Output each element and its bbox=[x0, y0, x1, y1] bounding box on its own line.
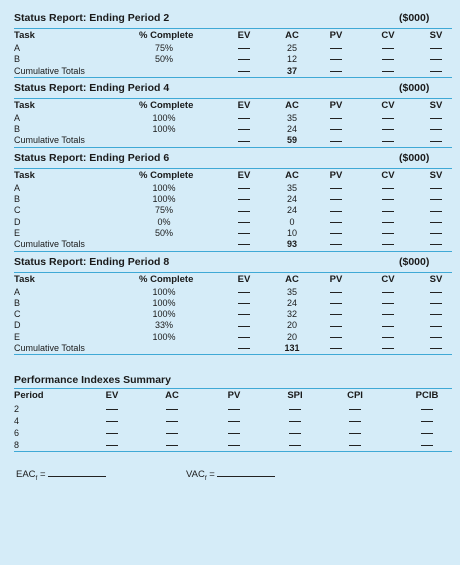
totals-row bbox=[14, 66, 452, 77]
pct-complete: 100% bbox=[152, 182, 176, 193]
header-ev: EV bbox=[105, 390, 119, 402]
totals-row bbox=[14, 239, 452, 250]
period-value: 6 bbox=[14, 428, 20, 439]
header-pct-complete: % Complete bbox=[139, 99, 194, 111]
task-name: E bbox=[14, 331, 21, 342]
table-row bbox=[14, 43, 452, 54]
ev-blank[interactable] bbox=[232, 287, 256, 298]
pv-blank[interactable] bbox=[324, 135, 348, 146]
spi-blank[interactable] bbox=[282, 403, 308, 415]
ev-blank[interactable] bbox=[100, 403, 124, 415]
report-header bbox=[14, 78, 452, 98]
ac-value: 0 bbox=[289, 216, 295, 227]
sv-blank[interactable] bbox=[424, 332, 448, 343]
header-sv: SV bbox=[429, 30, 443, 41]
eac-answer-blank[interactable] bbox=[48, 468, 106, 477]
report-header bbox=[14, 8, 452, 28]
sv-blank[interactable] bbox=[424, 239, 448, 250]
ev-blank[interactable] bbox=[232, 228, 256, 239]
ac-value: 24 bbox=[286, 194, 297, 205]
header-pv: PV bbox=[227, 390, 241, 402]
column-headers bbox=[14, 29, 452, 43]
ac-value: 24 bbox=[286, 297, 297, 308]
vac-label: VAC bbox=[186, 469, 205, 481]
ev-blank[interactable] bbox=[100, 427, 124, 439]
pv-blank[interactable] bbox=[324, 320, 348, 331]
pct-complete: 100% bbox=[152, 194, 176, 205]
cv-blank[interactable] bbox=[376, 66, 400, 77]
ev-blank[interactable] bbox=[232, 124, 256, 135]
ev-blank[interactable] bbox=[232, 298, 256, 309]
task-name: A bbox=[14, 182, 21, 193]
cv-blank[interactable] bbox=[376, 54, 400, 65]
pv-blank[interactable] bbox=[222, 415, 246, 427]
vac-subscript: f bbox=[204, 475, 207, 483]
eac-subscript: f bbox=[35, 475, 38, 483]
cv-blank[interactable] bbox=[376, 298, 400, 309]
ac-value: 24 bbox=[286, 205, 297, 216]
sv-blank[interactable] bbox=[424, 205, 448, 216]
pct-complete: 50% bbox=[154, 227, 173, 238]
pct-complete: 100% bbox=[152, 297, 176, 308]
table-row bbox=[14, 113, 452, 124]
sv-blank[interactable] bbox=[424, 298, 448, 309]
header-ac: AC bbox=[285, 273, 299, 285]
sv-blank[interactable] bbox=[424, 194, 448, 205]
ac-total: 37 bbox=[286, 65, 297, 76]
task-name: C bbox=[14, 205, 21, 216]
cv-blank[interactable] bbox=[376, 287, 400, 298]
divider bbox=[14, 354, 452, 355]
pct-complete: 33% bbox=[154, 320, 173, 331]
ac-value: 20 bbox=[286, 331, 297, 342]
sv-blank[interactable] bbox=[424, 124, 448, 135]
ev-blank[interactable] bbox=[232, 43, 256, 54]
cv-blank[interactable] bbox=[376, 113, 400, 124]
report-title: Status Report: Ending Period 2 bbox=[14, 12, 170, 24]
pv-blank[interactable] bbox=[324, 54, 348, 65]
pv-blank[interactable] bbox=[324, 309, 348, 320]
pv-blank[interactable] bbox=[324, 124, 348, 135]
ac-value: 32 bbox=[286, 309, 297, 320]
header-pv: PV bbox=[329, 30, 343, 41]
report-title: Status Report: Ending Period 8 bbox=[14, 255, 170, 268]
header-pct-complete: % Complete bbox=[139, 169, 194, 181]
column-headers bbox=[14, 169, 452, 183]
cv-blank[interactable] bbox=[376, 343, 400, 354]
task-name: A bbox=[14, 43, 21, 53]
ac-value: 35 bbox=[286, 182, 297, 193]
cv-blank[interactable] bbox=[376, 309, 400, 320]
report-title: Status Report: Ending Period 4 bbox=[14, 81, 170, 94]
ev-blank[interactable] bbox=[232, 217, 256, 228]
divider bbox=[14, 451, 452, 452]
report-unit: ($000) bbox=[399, 151, 430, 164]
spi-blank[interactable] bbox=[282, 427, 308, 439]
sv-blank[interactable] bbox=[424, 54, 448, 65]
ac-value: 24 bbox=[286, 124, 297, 135]
pv-blank[interactable] bbox=[222, 439, 246, 451]
ev-blank[interactable] bbox=[232, 320, 256, 331]
pct-complete: 100% bbox=[152, 124, 176, 135]
ev-blank[interactable] bbox=[232, 343, 256, 354]
task-name: D bbox=[14, 216, 21, 227]
header-pv: PV bbox=[329, 273, 343, 285]
totals-label: Cumulative Totals bbox=[14, 65, 85, 76]
status-report-period-4 bbox=[14, 78, 452, 148]
header-pv: PV bbox=[329, 169, 343, 181]
header-period: Period bbox=[14, 390, 44, 402]
pv-blank[interactable] bbox=[324, 183, 348, 194]
eac-label: EAC bbox=[16, 469, 36, 481]
pct-complete: 75% bbox=[154, 205, 173, 216]
table-row bbox=[14, 309, 452, 320]
report-title: Status Report: Ending Period 6 bbox=[14, 151, 170, 164]
ev-blank[interactable] bbox=[100, 439, 124, 451]
task-name: A bbox=[14, 286, 21, 297]
cv-blank[interactable] bbox=[376, 320, 400, 331]
ev-blank[interactable] bbox=[232, 194, 256, 205]
totals-label: Cumulative Totals bbox=[14, 343, 85, 354]
totals-row bbox=[14, 343, 452, 354]
header-cv: CV bbox=[381, 30, 395, 41]
cpi-blank[interactable] bbox=[342, 427, 368, 439]
table-row bbox=[14, 287, 452, 298]
totals-label: Cumulative Totals bbox=[14, 135, 85, 146]
ev-blank[interactable] bbox=[232, 183, 256, 194]
column-headers bbox=[14, 273, 452, 287]
ac-value: 25 bbox=[286, 43, 297, 53]
ev-blank[interactable] bbox=[232, 332, 256, 343]
header-task: Task bbox=[14, 99, 35, 111]
pv-blank[interactable] bbox=[324, 205, 348, 216]
ac-value: 35 bbox=[286, 112, 297, 123]
sv-blank[interactable] bbox=[424, 320, 448, 331]
header-task: Task bbox=[14, 30, 35, 41]
pv-blank[interactable] bbox=[222, 403, 246, 415]
cv-blank[interactable] bbox=[376, 239, 400, 250]
pv-blank[interactable] bbox=[324, 343, 348, 354]
summary-title: Performance Indexes Summary bbox=[14, 374, 171, 387]
header-ev: EV bbox=[237, 99, 251, 111]
header-ev: EV bbox=[237, 169, 251, 181]
cpi-blank[interactable] bbox=[342, 403, 368, 415]
pv-blank[interactable] bbox=[324, 194, 348, 205]
pct-complete: 50% bbox=[154, 54, 173, 65]
period-value: 4 bbox=[14, 416, 20, 427]
status-report-period-8 bbox=[14, 252, 452, 356]
pcib-blank[interactable] bbox=[410, 427, 444, 439]
header-pct-complete: % Complete bbox=[139, 273, 194, 285]
table-row bbox=[14, 439, 452, 451]
ac-blank[interactable] bbox=[160, 415, 184, 427]
header-ac: AC bbox=[165, 390, 179, 402]
sv-blank[interactable] bbox=[424, 113, 448, 124]
pv-blank[interactable] bbox=[324, 113, 348, 124]
table-row bbox=[14, 205, 452, 216]
ev-blank[interactable] bbox=[100, 415, 124, 427]
status-report-period-6 bbox=[14, 148, 452, 252]
sv-blank[interactable] bbox=[424, 309, 448, 320]
sv-blank[interactable] bbox=[424, 228, 448, 239]
pv-blank[interactable] bbox=[324, 332, 348, 343]
status-report-period-2 bbox=[14, 8, 452, 78]
eac-equals: = bbox=[37, 469, 46, 481]
sv-blank[interactable] bbox=[424, 217, 448, 228]
cv-blank[interactable] bbox=[376, 332, 400, 343]
pv-blank[interactable] bbox=[324, 298, 348, 309]
status-report-page bbox=[14, 8, 452, 484]
pv-blank[interactable] bbox=[324, 43, 348, 54]
task-name: E bbox=[14, 227, 21, 238]
header-sv: SV bbox=[429, 169, 443, 181]
table-row bbox=[14, 415, 452, 427]
column-headers bbox=[14, 99, 452, 113]
task-name: B bbox=[14, 124, 21, 135]
cv-blank[interactable] bbox=[376, 205, 400, 216]
vac-formula bbox=[186, 468, 275, 482]
header-ev: EV bbox=[237, 273, 251, 285]
pv-blank[interactable] bbox=[324, 66, 348, 77]
pv-blank[interactable] bbox=[222, 427, 246, 439]
ev-blank[interactable] bbox=[232, 66, 256, 77]
table-row bbox=[14, 183, 452, 194]
table-row bbox=[14, 194, 452, 205]
vac-answer-blank[interactable] bbox=[217, 468, 275, 477]
pct-complete: 100% bbox=[152, 309, 176, 320]
ac-blank[interactable] bbox=[160, 439, 184, 451]
sv-blank[interactable] bbox=[424, 287, 448, 298]
sv-blank[interactable] bbox=[424, 135, 448, 146]
ev-blank[interactable] bbox=[232, 54, 256, 65]
task-name: D bbox=[14, 320, 21, 331]
table-row bbox=[14, 332, 452, 343]
cv-blank[interactable] bbox=[376, 194, 400, 205]
period-value: 2 bbox=[14, 404, 20, 415]
sv-blank[interactable] bbox=[424, 66, 448, 77]
table-row bbox=[14, 228, 452, 239]
cpi-blank[interactable] bbox=[342, 415, 368, 427]
pct-complete: 100% bbox=[152, 331, 176, 342]
header-pcib: PCIB bbox=[415, 390, 439, 402]
header-ac: AC bbox=[285, 99, 299, 111]
ev-blank[interactable] bbox=[232, 205, 256, 216]
pv-blank[interactable] bbox=[324, 228, 348, 239]
summary-headers bbox=[14, 389, 452, 403]
table-row bbox=[14, 217, 452, 228]
report-unit: ($000) bbox=[399, 255, 430, 268]
report-unit: ($000) bbox=[399, 81, 430, 94]
cv-blank[interactable] bbox=[376, 135, 400, 146]
ac-total: 131 bbox=[284, 343, 300, 354]
pct-complete: 75% bbox=[154, 43, 173, 53]
ev-blank[interactable] bbox=[232, 309, 256, 320]
pv-blank[interactable] bbox=[324, 287, 348, 298]
table-row bbox=[14, 54, 452, 65]
header-ac: AC bbox=[285, 169, 299, 181]
header-sv: SV bbox=[429, 273, 443, 285]
pcib-blank[interactable] bbox=[410, 439, 444, 451]
report-header bbox=[14, 252, 452, 272]
header-pct-complete: % Complete bbox=[139, 30, 194, 41]
report-header bbox=[14, 148, 452, 168]
ac-value: 20 bbox=[286, 320, 297, 331]
ac-value: 12 bbox=[286, 54, 297, 65]
spi-blank[interactable] bbox=[282, 439, 308, 451]
table-row bbox=[14, 427, 452, 439]
ac-value: 35 bbox=[286, 286, 297, 297]
header-task: Task bbox=[14, 273, 35, 285]
task-name: B bbox=[14, 297, 21, 308]
sv-blank[interactable] bbox=[424, 343, 448, 354]
header-ac: AC bbox=[285, 30, 299, 41]
cv-blank[interactable] bbox=[376, 228, 400, 239]
task-name: A bbox=[14, 112, 21, 123]
ac-blank[interactable] bbox=[160, 403, 184, 415]
table-row bbox=[14, 403, 452, 415]
header-sv: SV bbox=[429, 99, 443, 111]
pv-blank[interactable] bbox=[324, 239, 348, 250]
ev-blank[interactable] bbox=[232, 239, 256, 250]
header-cv: CV bbox=[381, 169, 395, 181]
ac-total: 93 bbox=[286, 239, 297, 250]
spi-blank[interactable] bbox=[282, 415, 308, 427]
cv-blank[interactable] bbox=[376, 217, 400, 228]
task-name: B bbox=[14, 54, 21, 65]
vac-equals: = bbox=[206, 469, 215, 481]
header-pv: PV bbox=[329, 99, 343, 111]
table-row bbox=[14, 298, 452, 309]
ev-blank[interactable] bbox=[232, 135, 256, 146]
pct-complete: 100% bbox=[152, 286, 176, 297]
header-cv: CV bbox=[381, 273, 395, 285]
header-ev: EV bbox=[237, 30, 251, 41]
pv-blank[interactable] bbox=[324, 217, 348, 228]
ac-total: 59 bbox=[286, 135, 297, 146]
sv-blank[interactable] bbox=[424, 183, 448, 194]
period-value: 8 bbox=[14, 440, 20, 451]
header-spi: SPI bbox=[287, 390, 303, 402]
formula-row bbox=[14, 464, 452, 484]
header-cv: CV bbox=[381, 99, 395, 111]
totals-label: Cumulative Totals bbox=[14, 239, 85, 250]
table-row bbox=[14, 124, 452, 135]
sv-blank[interactable] bbox=[424, 43, 448, 54]
task-name: B bbox=[14, 194, 21, 205]
table-row bbox=[14, 320, 452, 331]
ac-value: 10 bbox=[286, 227, 297, 238]
eac-formula bbox=[16, 468, 106, 482]
ev-blank[interactable] bbox=[232, 113, 256, 124]
pct-complete: 100% bbox=[152, 112, 176, 123]
cv-blank[interactable] bbox=[376, 183, 400, 194]
header-task: Task bbox=[14, 169, 35, 181]
pcib-blank[interactable] bbox=[410, 403, 444, 415]
pct-complete: 0% bbox=[157, 216, 171, 227]
totals-row bbox=[14, 135, 452, 146]
header-cpi: CPI bbox=[347, 390, 363, 402]
task-name: C bbox=[14, 309, 21, 320]
ac-blank[interactable] bbox=[160, 427, 184, 439]
pcib-blank[interactable] bbox=[410, 415, 444, 427]
report-unit: ($000) bbox=[399, 12, 430, 24]
cv-blank[interactable] bbox=[376, 43, 400, 54]
cpi-blank[interactable] bbox=[342, 439, 368, 451]
cv-blank[interactable] bbox=[376, 124, 400, 135]
